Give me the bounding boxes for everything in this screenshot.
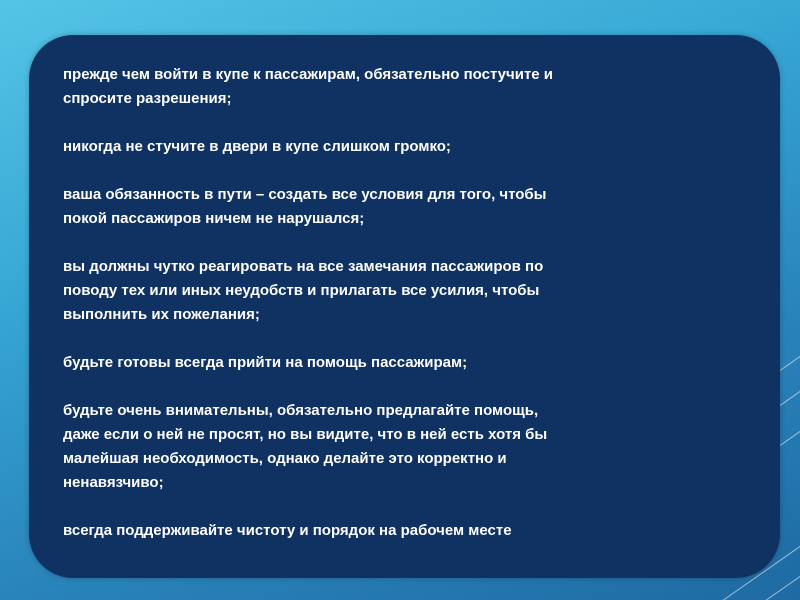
rule-item: всегда поддерживайте чистоту и порядок на рабочем месте	[63, 522, 512, 539]
rule-item: вы должны чутко реагировать на все замечания пассажиров по поводу тех или иных неудобств и прилагать все усилия, чтобы выполнить их пожелания;	[63, 258, 544, 323]
rule-item: никогда не стучите в двери в купе слишком громко;	[63, 138, 451, 155]
rule-item: прежде чем войти в купе к пассажирам, обязательно постучите и спросите разрешения;	[63, 66, 554, 107]
rule-item: будьте очень внимательны, обязательно предлагайте помощь, даже если о ней не просят, но вы видите, что в ней есть хотя бы малейшая необходимость, однако делайте это корректно и ненавязчиво;	[63, 402, 548, 491]
content-panel	[29, 35, 780, 578]
rule-item: будьте готовы всегда прийти на помощь пассажирам;	[63, 354, 468, 371]
rule-item: ваша обязанность в пути – создать все условия для того, чтобы покой пассажиров ничем не нарушался;	[63, 186, 547, 227]
rules-list	[63, 63, 746, 543]
